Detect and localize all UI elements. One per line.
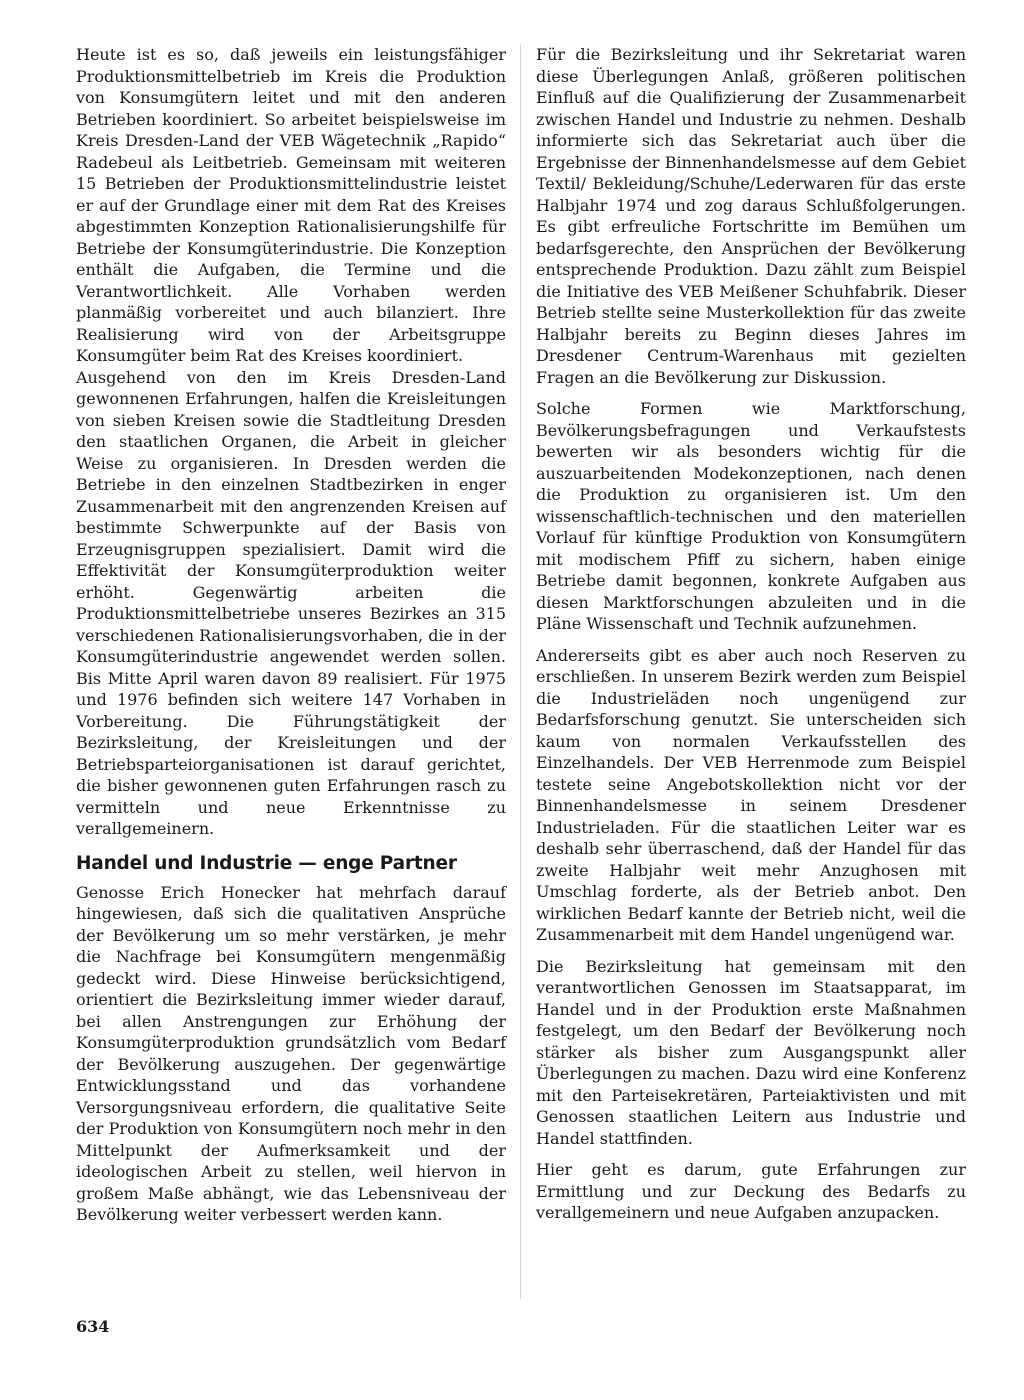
left-column	[76, 44, 506, 1226]
right-paragraph-4: Die Bezirksleitung hat gemeinsam mit den verantwortlichen Genossen im Staatsapparat, im Handel und in der Produktion erste Maßnahmen festgelegt, um den Bedarf der Bevölkerung noch stärker als bisher zum Ausgangspunkt aller Überlegungen zu machen. Dazu wird eine Konferenz mit den Parteisekretären, Parteiaktivisten und mit Genossen staatlichen Leitern aus Industrie und Handel stattfinden.	[536, 956, 966, 1148]
column-divider	[520, 44, 521, 1299]
section-heading: Handel und Industrie — enge Partner	[76, 852, 457, 874]
right-paragraph-3: Andererseits gibt es aber auch noch Reserven zu erschließen. In unserem Bezirk werden zum Beispiel die Industrieläden noch ungenügend zur Bedarfsforschung genutzt. Sie unterscheiden sich kaum von normalen Verkaufsstellen des Einzelhandels. Der VEB Herrenmode zum Beispiel testete seine Angebotskollektion nicht vor der Binnenhandelsmesse in seinem Dresdener Industrieladen. Für die staatlichen Leiter war es deshalb sehr überraschend, daß der Handel für das zweite Halbjahr weit mehr Anzughosen mit Umschlag forderte, als der Betrieb anbot. Den wirklichen Bedarf kannte der Betrieb nicht, weil die Zusammenarbeit mit dem Handel ungenügend war.	[536, 645, 966, 944]
right-paragraph-2: Solche Formen wie Marktforschung, Bevölkerungsbefragungen und Verkaufstests bewerten wir als besonders wichtig für die auszuarbeitenden Modekonzeptionen, nach denen die Produktion zu organisieren ist. Um den wissenschaftlich-technischen und den materiellen Vorlauf für künftige Produktion von Konsumgütern mit modischem Pfiff zu sichern, haben einige Betriebe damit begonnen, konkrete Aufgaben aus diesen Marktforschungen abzuleiten und in die Pläne Wissenschaft und Technik aufzunehmen.	[536, 399, 966, 633]
left-paragraph-1: Heute ist es so, daß jeweils ein leistungsfähiger Produktionsmittelbetrieb im Kreis die Produktion von Konsumgütern leitet und mit den anderen Betrieben koordiniert. So arbeitet beispielsweise im Kreis Dresden-Land der VEB Wägetechnik „Rapido“ Radebeul als Leitbetrieb. Gemeinsam mit weiteren 15 Betrieben der Produktionsmittelindustrie leistet er auf der Grundlage einer mit dem Rat des Kreises abgestimmten Konzeption Rationalisierungshilfe für Betriebe der Konsumgüterindustrie. Die Konzeption enthält die Aufgaben, die Termine und die Verantwortlichkeit. Alle Vorhaben werden planmäßig vorbereitet und auch bilanziert. Ihre Realisierung wird von der Arbeitsgruppe Konsumgüter beim Rat des Kreises koordiniert.	[76, 45, 506, 365]
right-paragraph-1: Für die Bezirksleitung und ihr Sekretariat waren diese Überlegungen Anlaß, größeren politischen Einfluß auf die Qualifizierung der Zusammenarbeit zwischen Handel und Industrie zu nehmen. Deshalb informierte sich das Sekretariat auch über die Ergebnisse der Binnenhandelsmesse auf dem Gebiet Textil/ Bekleidung/Schuhe/Lederwaren für das erste Halbjahr 1974 und zog daraus Schlußfolgerungen. Es gibt erfreuliche Fortschritte im Bemühen um bedarfsgerechte, den Ansprüchen der Bevölkerung entsprechende Produktion. Dazu zählt zum Beispiel die Initiative des VEB Meißener Schuhfabrik. Dieser Betrieb stellte seine Musterkollektion für das zweite Halbjahr bereits zu Beginn dieses Jahres im Dresdener Centrum-Warenhaus mit gezielten Fragen an die Bevölkerung zur Diskussion.	[536, 45, 966, 387]
page-number: 634	[76, 1317, 110, 1336]
left-paragraph-3: Genosse Erich Honecker hat mehrfach darauf hingewiesen, daß sich die qualitativen Ansprüche der Bevölkerung um so mehr verstärken, je mehr die Nachfrage bei Konsumgütern mengenmäßig gedeckt wird. Diese Hinweise berücksichtigend, orientiert die Bezirksleitung immer wieder darauf, bei allen Anstrengungen zur Erhöhung der Konsumgüterproduktion grundsätzlich vom Bedarf der Bevölkerung auszugehen. Der gegenwärtige Entwicklungsstand und das vorhandene Versorgungsniveau erfordern, die qualitative Seite der Produktion von Konsumgütern noch mehr in den Mittelpunkt der Aufmerksamkeit und der ideologischen Arbeit zu stellen, weil hiervon in großem Maße abhängt, wie das Lebensniveau der Bevölkerung weiter verbessert werden kann.	[76, 882, 506, 1224]
right-column	[536, 44, 966, 1224]
right-paragraph-5: Hier geht es darum, gute Erfahrungen zur Ermittlung und zur Deckung des Bedarfs zu verallgemeinern und neue Aufgaben anzupacken.	[536, 1160, 966, 1222]
left-paragraph-2: Ausgehend von den im Kreis Dresden-Land gewonnenen Erfahrungen, halfen die Kreisleitungen von sieben Kreisen sowie die Stadtleitung Dresden den staatlichen Organen, die Arbeit in gleicher Weise zu organisieren. In Dresden werden die Betriebe in den einzelnen Stadtbezirken in enger Zusammenarbeit mit den angrenzenden Kreisen auf bestimmte Schwerpunkte auf der Basis von Erzeugnisgruppen spezialisiert. Damit wird die Effektivität der Konsumgüterproduktion weiter erhöht. Gegenwärtig arbeiten die Produktionsmittelbetriebe unseres Bezirkes an 315 verschiedenen Rationalisierungsvorhaben, die in der Konsumgüterindustrie angewendet werden sollen. Bis Mitte April waren davon 89 realisiert. Für 1975 und 1976 befinden sich weitere 147 Vorhaben in Vorbereitung. Die Führungstätigkeit der Bezirksleitung, der Kreisleitungen und der Betriebsparteiorganisationen ist darauf gerichtet, die bisher gewonnenen guten Erfahrungen rasch zu vermitteln und neue Erkenntnisse zu verallgemeinern.	[76, 367, 506, 838]
